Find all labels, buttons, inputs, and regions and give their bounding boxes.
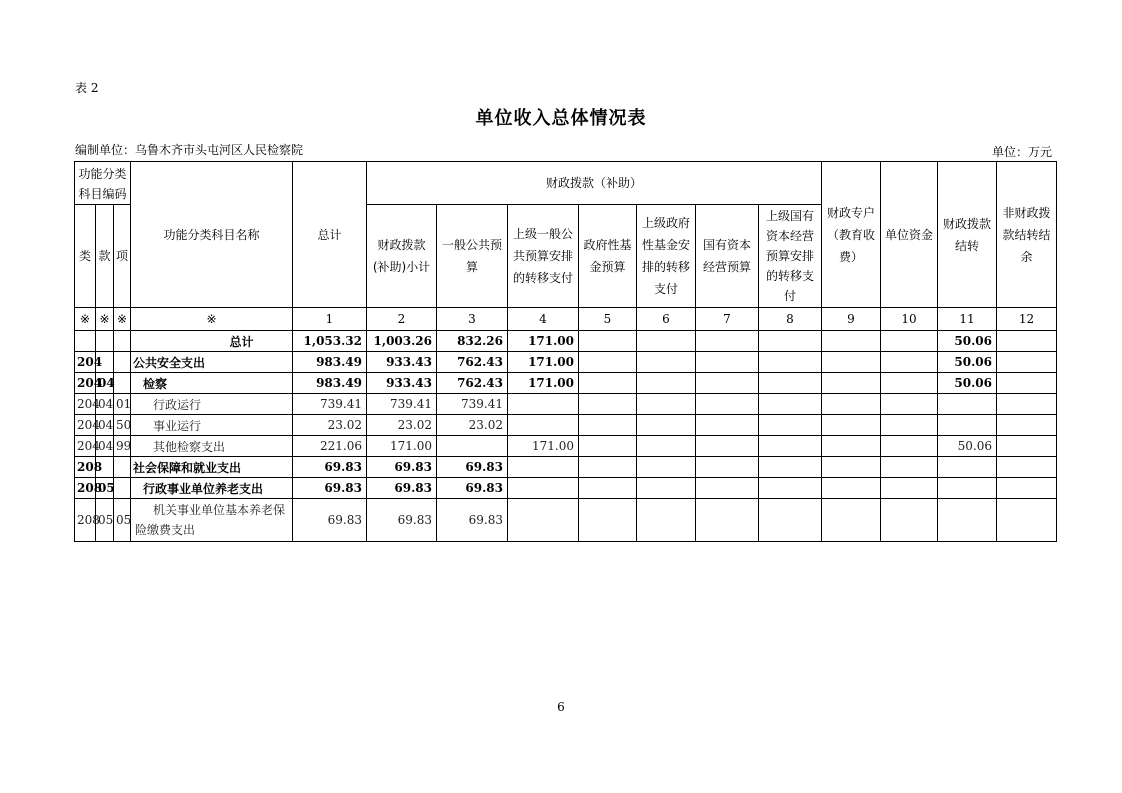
cell-unit-funds: [881, 415, 938, 436]
cell-unit-funds: [881, 499, 938, 542]
header-unit-funds: 单位资金: [881, 162, 938, 308]
cell-upper-state-capital-transfer: [759, 499, 822, 542]
cell-upper-gov-fund-transfer: [637, 373, 696, 394]
cell-nonfiscal-carryover: [997, 352, 1057, 373]
header-nonfiscal-carryover: 非财政拨款结转结余: [997, 162, 1057, 308]
index-cell: 5: [579, 308, 637, 331]
income-summary-table: [74, 161, 1057, 542]
index-cell: 1: [293, 308, 367, 331]
cell-gov-fund: [579, 394, 637, 415]
cell-lei: 204: [75, 352, 96, 373]
cell-special-fiscal: [822, 394, 881, 415]
cell-fiscal-carryover: 50.06: [938, 373, 997, 394]
index-cell: 6: [637, 308, 696, 331]
cell-upper-general-transfer: [508, 394, 579, 415]
cell-upper-state-capital-transfer: [759, 436, 822, 457]
cell-general-budget: [437, 436, 508, 457]
cell-special-fiscal: [822, 478, 881, 499]
index-cell: 12: [997, 308, 1057, 331]
cell-kuan: 05: [96, 478, 114, 499]
cell-total: 69.83: [293, 478, 367, 499]
header-upper-gov-fund-transfer: 上级政府性基金安排的转移支付: [637, 205, 696, 308]
cell-state-capital: [696, 373, 759, 394]
cell-name: 机关事业单位基本养老保险缴费支出: [131, 499, 293, 542]
cell-upper-general-transfer: 171.00: [508, 373, 579, 394]
cell-state-capital: [696, 415, 759, 436]
cell-total: 221.06: [293, 436, 367, 457]
cell-lei: 204: [75, 394, 96, 415]
cell-kuan: 04: [96, 394, 114, 415]
cell-lei: 208: [75, 499, 96, 542]
cell-unit-funds: [881, 373, 938, 394]
cell-unit-funds: [881, 436, 938, 457]
cell-nonfiscal-carryover: [997, 478, 1057, 499]
cell-fiscal-subtotal: 933.43: [367, 352, 437, 373]
index-cell: 2: [367, 308, 437, 331]
cell-unit-funds: [881, 457, 938, 478]
cell-xiang: 99: [114, 436, 131, 457]
compiling-unit: 编制单位：乌鲁木齐市头屯河区人民检察院: [75, 143, 304, 157]
cell-kuan: 04: [96, 373, 114, 394]
cell-name: 行政事业单位养老支出: [131, 478, 293, 499]
cell-total: 739.41: [293, 394, 367, 415]
header-fiscal-appropriation-group: 财政拨款（补助）: [367, 162, 822, 205]
currency-unit: 单位：万元: [991, 145, 1052, 159]
cell-unit-funds: [881, 352, 938, 373]
index-cell: 11: [938, 308, 997, 331]
header-upper-general-transfer: 上级一般公共预算安排的转移支付: [508, 205, 579, 308]
cell-lei: 208: [75, 457, 96, 478]
index-cell: 4: [508, 308, 579, 331]
table-row: [75, 478, 1057, 499]
index-cell: 3: [437, 308, 508, 331]
cell-fiscal-carryover: 50.06: [938, 352, 997, 373]
cell-nonfiscal-carryover: [997, 415, 1057, 436]
table-row: [75, 499, 1057, 542]
cell-upper-general-transfer: 171.00: [508, 352, 579, 373]
cell-upper-general-transfer: [508, 415, 579, 436]
cell-general-budget: 23.02: [437, 415, 508, 436]
header-state-capital-budget: 国有资本经营预算: [696, 205, 759, 308]
cell-upper-state-capital-transfer: [759, 457, 822, 478]
header-fiscal-carryover: 财政拨款结转: [938, 162, 997, 308]
cell-special-fiscal: [822, 415, 881, 436]
cell-xiang: 50: [114, 415, 131, 436]
cell-fiscal-subtotal: 69.83: [367, 478, 437, 499]
cell-xiang: [114, 352, 131, 373]
header-total: 总计: [293, 162, 367, 308]
cell-general-budget: 739.41: [437, 394, 508, 415]
table-number: 表 2: [75, 81, 99, 95]
cell-fiscal-carryover: [938, 415, 997, 436]
cell-upper-gov-fund-transfer: [637, 331, 696, 352]
cell-upper-general-transfer: 171.00: [508, 436, 579, 457]
cell-kuan: 04: [96, 436, 114, 457]
cell-upper-gov-fund-transfer: [637, 352, 696, 373]
header-fiscal-subtotal: 财政拨款(补助)小计: [367, 205, 437, 308]
cell-upper-gov-fund-transfer: [637, 415, 696, 436]
cell-fiscal-carryover: 50.06: [938, 436, 997, 457]
cell-total: 1,053.32: [293, 331, 367, 352]
cell-special-fiscal: [822, 373, 881, 394]
cell-upper-gov-fund-transfer: [637, 499, 696, 542]
cell-xiang: [114, 373, 131, 394]
cell-fiscal-carryover: [938, 478, 997, 499]
cell-lei: 208: [75, 478, 96, 499]
cell-xiang: 01: [114, 394, 131, 415]
cell-general-budget: 69.83: [437, 499, 508, 542]
table-row-total: [75, 331, 1057, 352]
cell-lei: 204: [75, 373, 96, 394]
cell-fiscal-subtotal: 171.00: [367, 436, 437, 457]
cell-upper-general-transfer: [508, 478, 579, 499]
cell-kuan: 05: [96, 499, 114, 542]
header-kuan: 款: [96, 205, 114, 308]
cell-upper-general-transfer: [508, 457, 579, 478]
cell-name: 社会保障和就业支出: [131, 457, 293, 478]
index-cell: ※: [114, 308, 131, 331]
cell-upper-gov-fund-transfer: [637, 394, 696, 415]
cell-total: 69.83: [293, 499, 367, 542]
cell-xiang: [114, 457, 131, 478]
cell-lei: 204: [75, 436, 96, 457]
cell-nonfiscal-carryover: [997, 499, 1057, 542]
cell-upper-state-capital-transfer: [759, 352, 822, 373]
cell-state-capital: [696, 436, 759, 457]
cell-general-budget: 762.43: [437, 373, 508, 394]
cell-upper-general-transfer: 171.00: [508, 331, 579, 352]
column-index-row: [75, 308, 1057, 331]
index-cell: 10: [881, 308, 938, 331]
header-gov-fund-budget: 政府性基金预算: [579, 205, 637, 308]
cell-fiscal-subtotal: 933.43: [367, 373, 437, 394]
cell-total: 23.02: [293, 415, 367, 436]
cell-fiscal-subtotal: 1,003.26: [367, 331, 437, 352]
index-cell: 8: [759, 308, 822, 331]
cell-fiscal-carryover: [938, 499, 997, 542]
cell-fiscal-subtotal: 69.83: [367, 499, 437, 542]
cell-upper-state-capital-transfer: [759, 331, 822, 352]
cell-unit-funds: [881, 478, 938, 499]
cell-nonfiscal-carryover: [997, 457, 1057, 478]
cell-nonfiscal-carryover: [997, 373, 1057, 394]
header-general-public-budget: 一般公共预算: [437, 205, 508, 308]
header-xiang: 项: [114, 205, 131, 308]
cell-general-budget: 762.43: [437, 352, 508, 373]
cell-fiscal-carryover: 50.06: [938, 331, 997, 352]
table-row: [75, 457, 1057, 478]
cell-special-fiscal: [822, 499, 881, 542]
cell-upper-state-capital-transfer: [759, 415, 822, 436]
cell-name: 行政运行: [131, 394, 293, 415]
cell-upper-gov-fund-transfer: [637, 457, 696, 478]
page-number: 6: [557, 700, 565, 714]
cell-state-capital: [696, 478, 759, 499]
cell-gov-fund: [579, 373, 637, 394]
cell-general-budget: 69.83: [437, 478, 508, 499]
cell-special-fiscal: [822, 352, 881, 373]
cell-name: 总计: [131, 331, 293, 352]
cell-special-fiscal: [822, 331, 881, 352]
header-function-code-group: 功能分类科目编码: [75, 162, 131, 205]
cell-name: 其他检察支出: [131, 436, 293, 457]
index-cell: ※: [96, 308, 114, 331]
cell-gov-fund: [579, 352, 637, 373]
cell-gov-fund: [579, 478, 637, 499]
header-lei: 类: [75, 205, 96, 308]
document-title: 单位收入总体情况表: [475, 108, 647, 129]
cell-state-capital: [696, 457, 759, 478]
cell-general-budget: 69.83: [437, 457, 508, 478]
table-row: [75, 415, 1057, 436]
cell-special-fiscal: [822, 457, 881, 478]
table-row: [75, 352, 1057, 373]
header-upper-state-capital-transfer: 上级国有资本经营预算安排的转移支付: [759, 205, 822, 308]
index-cell: 7: [696, 308, 759, 331]
cell-upper-state-capital-transfer: [759, 373, 822, 394]
cell-state-capital: [696, 352, 759, 373]
cell-fiscal-carryover: [938, 394, 997, 415]
cell-gov-fund: [579, 457, 637, 478]
cell-special-fiscal: [822, 436, 881, 457]
cell-nonfiscal-carryover: [997, 394, 1057, 415]
cell-total: 69.83: [293, 457, 367, 478]
cell-total: 983.49: [293, 373, 367, 394]
cell-name: 公共安全支出: [131, 352, 293, 373]
cell-nonfiscal-carryover: [997, 436, 1057, 457]
cell-fiscal-subtotal: 739.41: [367, 394, 437, 415]
cell-gov-fund: [579, 331, 637, 352]
cell-upper-gov-fund-transfer: [637, 478, 696, 499]
table-row: [75, 373, 1057, 394]
cell-fiscal-subtotal: 69.83: [367, 457, 437, 478]
cell-unit-funds: [881, 394, 938, 415]
cell-xiang: [114, 331, 131, 352]
cell-nonfiscal-carryover: [997, 331, 1057, 352]
cell-upper-state-capital-transfer: [759, 394, 822, 415]
cell-gov-fund: [579, 415, 637, 436]
header-function-name: 功能分类科目名称: [131, 162, 293, 308]
cell-xiang: [114, 478, 131, 499]
cell-gov-fund: [579, 436, 637, 457]
cell-upper-state-capital-transfer: [759, 478, 822, 499]
cell-general-budget: 832.26: [437, 331, 508, 352]
index-cell: ※: [131, 308, 293, 331]
header-special-fiscal-account: 财政专户（教育收费）: [822, 162, 881, 308]
cell-name: 事业运行: [131, 415, 293, 436]
index-cell: 9: [822, 308, 881, 331]
cell-kuan: [96, 331, 114, 352]
table-row: [75, 436, 1057, 457]
cell-kuan: 04: [96, 415, 114, 436]
index-cell: ※: [75, 308, 96, 331]
cell-fiscal-carryover: [938, 457, 997, 478]
cell-state-capital: [696, 499, 759, 542]
cell-name: 检察: [131, 373, 293, 394]
cell-unit-funds: [881, 331, 938, 352]
cell-fiscal-subtotal: 23.02: [367, 415, 437, 436]
cell-lei: [75, 331, 96, 352]
cell-upper-general-transfer: [508, 499, 579, 542]
cell-xiang: 05: [114, 499, 131, 542]
cell-state-capital: [696, 394, 759, 415]
cell-gov-fund: [579, 499, 637, 542]
cell-state-capital: [696, 331, 759, 352]
table-row: [75, 394, 1057, 415]
cell-lei: 204: [75, 415, 96, 436]
cell-total: 983.49: [293, 352, 367, 373]
cell-upper-gov-fund-transfer: [637, 436, 696, 457]
